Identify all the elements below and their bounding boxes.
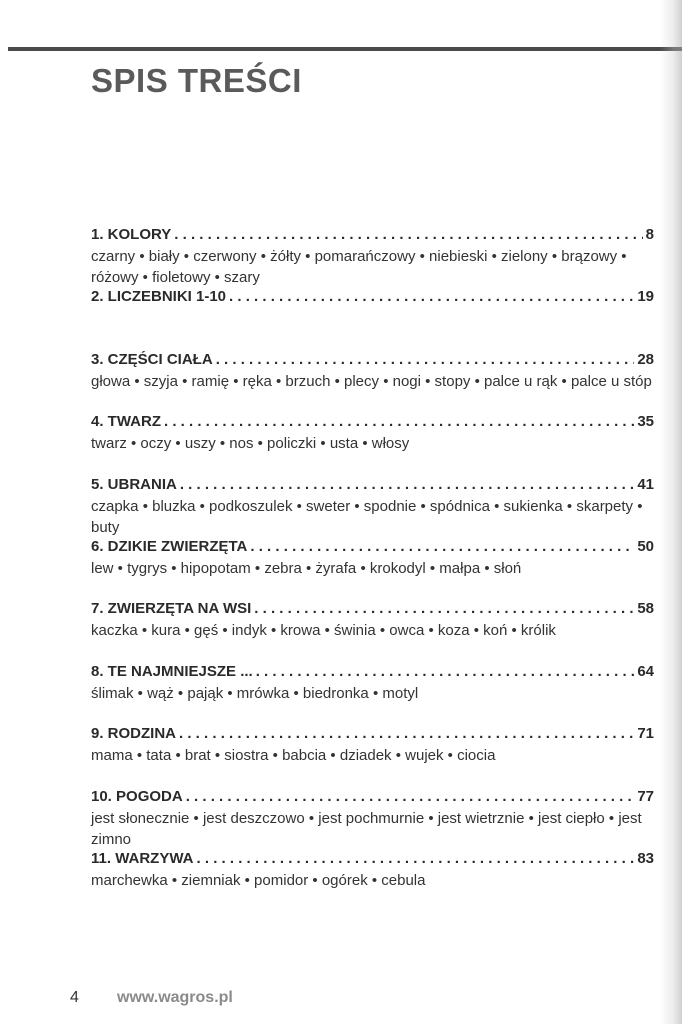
dot-leader [179,725,634,742]
toc-entry-rodzina[interactable] [91,725,654,787]
toc-entry-zwierzeta-na-wsi[interactable] [91,600,654,662]
toc-entry-description: twarz • oczy • uszy • nos • policzki • usta • włosy [91,435,410,453]
toc-entry-description: mama • tata • brat • siostra • babcia • dziadek • wujek • ciocia [91,747,496,765]
toc-entry-page: 77 [637,787,654,805]
toc-entry-description: czapka • bluzka • podkoszulek • sweter • spodnie • spódnica • sukienka • skarpety • buty [91,497,643,536]
dot-leader [164,413,634,430]
toc-entry-heading [91,850,654,870]
toc-entry-page: 8 [645,226,654,243]
toc-entry-description: marchewka • ziemniak • pomidor • ogórek • cebula [91,871,426,889]
toc-entry-page: 35 [637,413,654,431]
toc-entry-title: 6. DZIKIE ZWIERZĘTA [91,537,248,555]
toc-entry-page: 64 [637,662,654,680]
toc-entry-page: 19 [637,288,654,306]
toc-entry-title: 9. RODZINA [91,725,177,743]
toc-entry-heading [91,288,654,308]
toc-entry-title: 2. LICZEBNIKI 1-10 [91,288,227,306]
toc-entry-czesci-ciala[interactable] [91,351,654,413]
toc-entry-page: 71 [637,725,654,743]
top-rule [8,47,682,51]
dot-leader [229,288,634,305]
dot-leader [174,226,642,243]
toc-entry-description: jest słonecznie • jest deszczowo • jest pochmurnie • jest wietrznie • jest ciepło • jest zimno [91,809,642,848]
toc-entry-heading [91,351,654,371]
toc-entry-title: 8. TE NAJMNIEJSZE ... [91,662,253,680]
table-of-contents [91,226,654,912]
toc-entry-description: ślimak • wąż • pająk • mrówka • biedronka • motyl [91,684,419,702]
toc-entry-title: 1. KOLORY [91,226,172,243]
toc-entry-description: lew • tygrys • hipopotam • zebra • żyrafa • krokodyl • małpa • słoń [91,559,522,577]
toc-entry-description: czarny • biały • czerwony • żółty • pomarańczowy • niebieski • zielony • brązowy • różowy • fioletowy • szary [91,248,627,286]
toc-entry-liczebniki[interactable] [91,288,654,350]
dot-leader [216,351,635,368]
toc-entry-heading [91,476,654,496]
toc-entry-te-najmniejsze[interactable] [91,663,654,725]
toc-entry-ubrania[interactable] [91,476,654,538]
dot-leader [180,476,634,493]
dot-leader [186,788,635,805]
toc-entry-twarz[interactable] [91,413,654,475]
toc-entry-pogoda[interactable] [91,788,654,850]
page-number: 4 [70,989,79,1006]
dot-leader [254,600,634,617]
toc-entry-page: 58 [637,600,654,618]
toc-entry-dzikie-zwierzeta[interactable] [91,538,654,600]
dot-leader [197,850,635,867]
toc-entry-heading [91,226,654,246]
publisher-url[interactable]: www.wagros.pl [117,989,233,1006]
toc-entry-heading [91,788,654,808]
toc-entry-page: 41 [637,475,654,493]
toc-entry-title: 5. UBRANIA [91,475,177,493]
toc-entry-page: 28 [637,350,654,368]
dot-leader [256,663,635,680]
toc-entry-description: głowa • szyja • ramię • ręka • brzuch • plecy • nogi • stopy • palce u rąk • palce u stóp [91,372,652,390]
page-title: SPIS TREŚCI [91,62,302,99]
toc-entry-heading [91,725,654,745]
toc-entry-heading [91,413,654,433]
toc-entry-title: 7. ZWIERZĘTA NA WSI [91,600,252,618]
toc-entry-page: 83 [637,849,654,867]
dot-leader [250,538,634,555]
toc-entry-heading [91,663,654,683]
toc-entry-heading [91,600,654,620]
toc-entry-title: 4. TWARZ [91,413,161,431]
toc-entry-title: 3. CZĘŚCI CIAŁA [91,350,213,368]
toc-entry-title: 10. POGODA [91,787,183,805]
toc-entry-kolory[interactable] [91,226,654,288]
toc-entry-warzywa[interactable] [91,850,654,912]
toc-entry-heading [91,538,654,558]
page-edge-shadow [660,0,682,1024]
toc-entry-title: 11. WARZYWA [91,849,194,867]
toc-entry-page: 50 [637,537,654,555]
toc-entry-description: kaczka • kura • gęś • indyk • krowa • świnia • owca • koza • koń • królik [91,622,556,640]
